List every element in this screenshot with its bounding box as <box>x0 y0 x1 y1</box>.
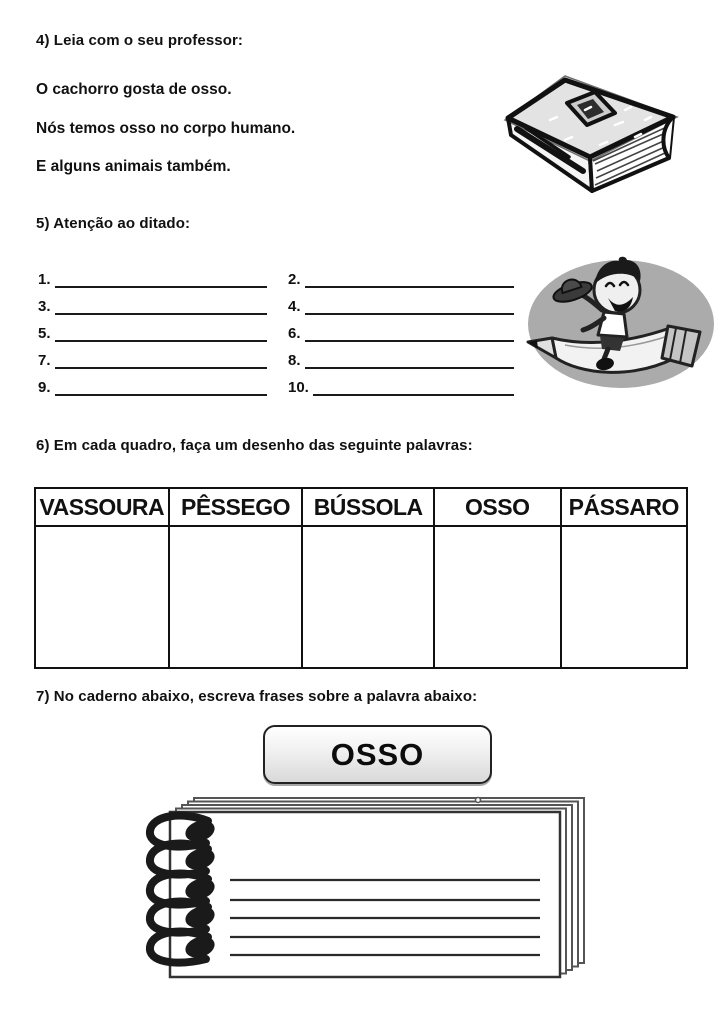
dictation-blank-line[interactable] <box>55 297 267 315</box>
dictation-item-8 <box>288 351 514 369</box>
reading-sentence-1: O cachorro gosta de osso. <box>36 81 232 98</box>
section6-heading: 6) Em cada quadro, faça um desenho das seguinte palavras: <box>36 437 473 454</box>
dictation-number: 2. <box>288 271 301 288</box>
drawing-cell-pessego[interactable] <box>169 526 303 668</box>
dictation-number: 1. <box>38 271 51 288</box>
dictation-item-1 <box>38 270 267 288</box>
dictation-number: 7. <box>38 352 51 369</box>
dictation-item-6 <box>288 324 514 342</box>
word-header-pessego: PÊSSEGO <box>169 488 303 526</box>
book-illustration <box>495 65 695 200</box>
word-header-osso: OSSO <box>434 488 560 526</box>
book-sketch-icon <box>495 65 695 200</box>
dictation-blank-line[interactable] <box>55 351 267 369</box>
drawing-cell-passaro[interactable] <box>561 526 688 668</box>
word-header-passaro: PÁSSARO <box>561 488 688 526</box>
pencil-rider-illustration <box>520 248 720 400</box>
drawing-cell-vassoura[interactable] <box>35 526 169 668</box>
dictation-number: 3. <box>38 298 51 315</box>
dictation-row <box>38 288 516 315</box>
osso-word-box <box>263 725 492 784</box>
drawing-cell-osso[interactable] <box>434 526 560 668</box>
dictation-item-10 <box>288 378 514 396</box>
reading-sentence-3: E alguns animais também. <box>36 158 231 175</box>
dictation-number: 8. <box>288 352 301 369</box>
dictation-number: 9. <box>38 379 51 396</box>
drawing-word-table <box>34 487 688 669</box>
dictation-item-7 <box>38 351 267 369</box>
word-table-drawing-row <box>35 526 687 668</box>
dictation-row <box>38 342 516 369</box>
dictation-item-4 <box>288 297 514 315</box>
word-header-vassoura: VASSOURA <box>35 488 169 526</box>
osso-word-label: OSSO <box>330 736 425 772</box>
dictation-item-9 <box>38 378 267 396</box>
spiral-notebook-icon <box>138 795 588 990</box>
dictation-blank-line[interactable] <box>313 378 514 396</box>
dictation-blank-line[interactable] <box>55 324 267 342</box>
dictation-number: 6. <box>288 325 301 342</box>
dictation-item-3 <box>38 297 267 315</box>
section7-heading: 7) No caderno abaixo, escreva frases sobre a palavra abaixo: <box>36 688 478 705</box>
dictation-blank-line[interactable] <box>305 351 514 369</box>
dictation-item-2 <box>288 270 514 288</box>
dictation-blank-line[interactable] <box>305 297 514 315</box>
dictation-number: 10. <box>288 379 309 396</box>
dictation-blank-line[interactable] <box>305 270 514 288</box>
dictation-row <box>38 315 516 342</box>
dictation-number: 5. <box>38 325 51 342</box>
dictation-blank-line[interactable] <box>55 270 267 288</box>
dictation-row <box>38 261 516 288</box>
reading-sentence-2: Nós temos osso no corpo humano. <box>36 120 296 137</box>
section5-heading: 5) Atenção ao ditado: <box>36 215 191 232</box>
dictation-number: 4. <box>288 298 301 315</box>
word-header-bussola: BÚSSOLA <box>302 488 434 526</box>
word-table-header-row <box>35 488 687 526</box>
drawing-cell-bussola[interactable] <box>302 526 434 668</box>
dictation-blank-line[interactable] <box>305 324 514 342</box>
dictation-row <box>38 369 516 396</box>
boy-riding-pencil-icon <box>520 248 720 400</box>
dictation-list <box>38 261 516 396</box>
dictation-item-5 <box>38 324 267 342</box>
section4-heading: 4) Leia com o seu professor: <box>36 32 244 49</box>
dictation-blank-line[interactable] <box>55 378 267 396</box>
notebook-illustration <box>138 795 588 990</box>
